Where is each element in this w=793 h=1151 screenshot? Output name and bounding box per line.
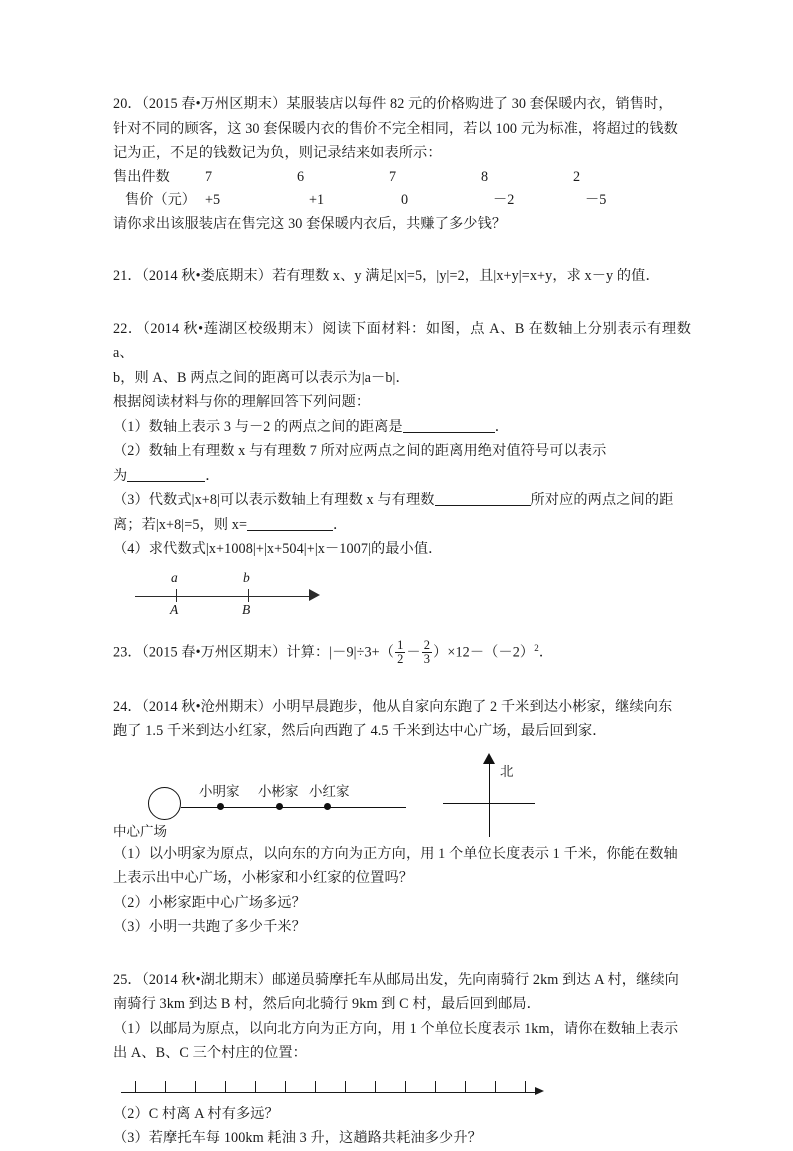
question-24 [113,695,691,940]
q24-part-3: （3）小明一共跑了多少千米？ [113,919,306,936]
q22-axis-line [135,596,313,597]
q24-label-plaza: 中心广场 [113,823,167,839]
spacer-after-q22 [113,624,691,636]
question-21 [113,264,691,289]
spacer-after-q21 [113,289,691,317]
q25-tick [345,1081,346,1093]
q22-part3-answer-blank-2[interactable] [247,517,333,531]
q25-blank-number-line-figure [113,1074,691,1100]
q22-part3-prefix: （3）代数式|x+8|可以表示数轴上有理数 x 与有理数 [113,492,435,508]
q25-axis-arrow-icon [535,1087,544,1095]
question-23 [113,636,691,667]
q20-table-row-counts [113,166,691,189]
q25-line-1: 25．（2014 秋•湖北期末）邮递员骑摩托车从邮局出发，先向南骑行 2km 到达 A 村，继续向 [113,971,679,988]
q22-part-3-line-1 [113,488,691,513]
q24-plaza-circle-icon [148,787,181,820]
q22-label-b: b [243,569,250,585]
q24-label-xiaohong-home: 小红家 [309,783,350,799]
q25-axis-line [121,1092,539,1093]
q25-tick [375,1081,376,1093]
q24-point-dot-1 [217,803,224,810]
q22-part-1 [113,415,691,440]
q22-line-2: b，则 A、B 两点之间的距离可以表示为|a－b|． [113,369,410,386]
q23-expression-line [113,636,691,667]
q20-tail: 请你求出该服装店在售完这 30 套保暖内衣后，共赚了多少钱？ [113,215,507,232]
document-content [113,92,695,1151]
q23-frac2-denominator: 3 [423,652,431,667]
q20-row1-cell-5: 2 [573,168,581,185]
q22-part2-period: ． [205,467,220,484]
q22-tick-b [248,589,249,602]
q25-tick [495,1081,496,1093]
q25-part-1-line-1: （1）以邮局为原点，以向北方向为正方向，用 1 个单位长度表示 1km，请你在数轴上表示 [113,1020,679,1037]
q25-tick [195,1081,196,1093]
q23-frac1-denominator: 2 [397,652,404,667]
q20-row2-cell-2: +1 [309,191,325,208]
q25-tick [465,1081,466,1093]
q24-part-1-line-2: 上表示出中心广场，小彬家和小红家的位置吗？ [113,870,414,887]
q20-row2-cell-5: －5 [585,191,607,208]
q24-map-figure [113,750,691,842]
q24-compass-vertical-line [489,763,490,837]
q25-part-3: （3）若摩托车每 100km 耗油 3 升，这趟路共耗油多少升？ [113,1130,482,1147]
q23-frac1-numerator: 1 [397,637,404,652]
q20-line-2: 针对不同的顾客，这 30 套保暖内衣的售价不完全相同，若以 100 元为标准，将超过的钱数 [113,120,678,137]
q20-line-3: 记为正，不足的钱数记为负，则记录结来如表所示： [113,145,442,161]
q25-tick [255,1081,256,1093]
q22-part-2-line-1: （2）数轴上有理数 x 与有理数 7 所对应两点之间的距离用绝对值符号可以表示 [113,443,607,459]
q22-line-3: 根据阅读材料与你的理解回答下列问题： [113,394,371,410]
q23-period: ． [538,644,554,661]
q20-table-row-prices [113,189,691,212]
q22-part2-prefix: 为 [113,467,128,484]
q23-exponent: 2 [534,642,539,653]
q22-label-A: A [170,601,179,617]
spacer-after-q20 [113,236,691,264]
q23-prefix: 23．（2015 春•万州区期末）计算：|－9|÷3+（ [113,644,395,661]
q22-tick-a [176,589,177,602]
question-20 [113,92,691,236]
q24-part-1-line-1: （1）以小明家为原点，以向东的方向为正方向，用 1 个单位长度表示 1 千米，你能在数轴 [113,845,678,862]
q25-line-2: 南骑行 3km 到达 B 村，然后向北骑行 9km 到 C 村，最后回到邮局． [113,996,541,1013]
q24-label-xiaoming-home: 小明家 [199,783,240,799]
q25-tick [285,1081,286,1093]
q22-part1-answer-blank[interactable] [403,419,495,433]
q20-row1-cell-1: 7 [205,168,213,185]
q22-part-4: （4）求代数式|x+1008|+|x+504|+|x－1007|的最小值． [113,541,443,557]
q24-point-dot-2 [276,803,283,810]
q25-tick [525,1081,526,1093]
q22-label-B: B [242,601,251,617]
q23-minus: － [406,644,421,661]
q25-part-2: （2）C 村离 A 村有多远？ [113,1105,279,1122]
spacer-after-q24 [113,940,691,968]
q25-tick [225,1081,226,1093]
q23-fraction-two-thirds [422,639,432,667]
q20-line-1: 20．（2015 春•万州区期末）某服装店以每件 82 元的价格购进了 30 套保暖内衣，销售时， [113,96,673,112]
q22-part-3-line-2 [113,513,691,538]
q24-line-1: 24．（2014 秋•沧州期末）小明早晨跑步，他从自家向东跑了 2 千米到达小彬家，继续向东 [113,698,673,715]
q24-road-line [181,807,406,808]
question-22 [113,317,695,624]
q24-line-2: 跑了 1.5 千米到达小红家，然后向西跑了 4.5 千米到达中心广场，最后回到家． [113,723,607,740]
q25-tick [135,1081,136,1093]
q22-part3-suffix: 所对应的两点之间的距 [530,492,674,508]
q22-label-a: a [171,569,178,585]
q25-part-1-line-2: 出 A、B、C 三个村庄的位置： [113,1045,307,1062]
q23-suffix: ）×12－（－2） [433,644,535,661]
q25-tick [435,1081,436,1093]
q20-row1-cell-2: 6 [297,168,305,185]
q22-number-line-figure [113,566,691,624]
q24-part-2: （2）小彬家距中心广场多远？ [113,894,306,911]
q22-axis-arrow-icon [309,589,320,601]
q21-line-1: 21．（2014 秋•娄底期末）若有理数 x、y 满足|x|=5，|y|=2，且|x+y|=x+y，求 x－y 的值． [113,268,660,284]
q20-row1-cell-3: 7 [389,168,397,185]
q20-row2-cell-1: +5 [205,191,221,208]
q22-part-2-line-2 [113,464,691,489]
q20-row1-header: 售出件数 [113,168,170,185]
q20-row1-cell-4: 8 [481,168,489,185]
q20-row2-cell-4: －2 [493,191,515,208]
q24-compass-horizontal-line [443,803,535,804]
q20-row2-header: 售价（元） [125,191,196,208]
q22-part1-text: （1）数轴上表示 3 与－2 的两点之间的距离是 [113,418,403,435]
q25-tick [165,1081,166,1093]
spacer-after-q23 [113,667,691,695]
q25-tick [405,1081,406,1093]
q25-tick [315,1081,316,1093]
q22-part3-answer-blank-1[interactable] [435,492,531,506]
q22-part3b-period: ． [333,516,348,533]
q22-line-1: 22．（2014 秋•莲湖区校级期末）阅读下面材料：如图，点 A、B 在数轴上分别表示有理数 a、 [113,320,695,361]
q23-frac2-numerator: 2 [423,637,431,652]
q24-label-xiaobin-home: 小彬家 [258,783,299,799]
q23-fraction-one-half [395,639,405,667]
q22-part3b-prefix: 离；若|x+8|=5，则 x= [113,516,248,533]
q22-part2-answer-blank[interactable] [127,468,205,482]
q22-part1-period: ． [494,418,509,435]
q20-row2-cell-3: 0 [401,191,409,208]
q24-point-dot-3 [324,803,331,810]
q24-compass-label-north: 北 [500,763,514,779]
q24-compass-north-arrow-icon [483,753,495,764]
question-25 [113,968,691,1151]
